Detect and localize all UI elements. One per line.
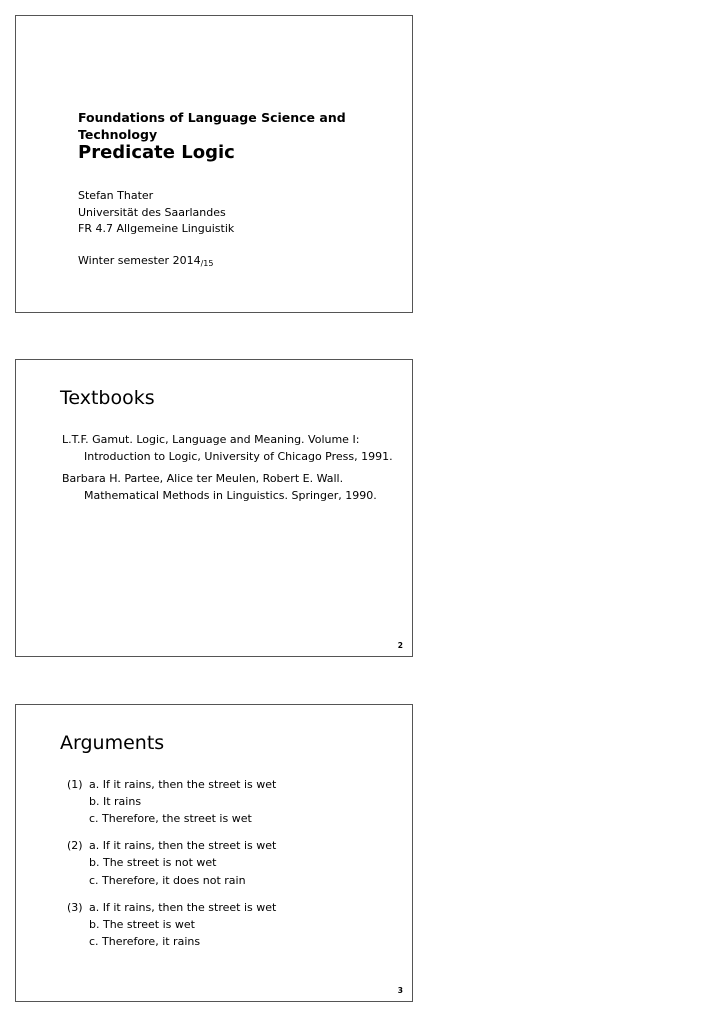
example-line: a. If it rains, then the street is wet bbox=[89, 839, 277, 852]
page-number: 3 bbox=[397, 986, 403, 995]
example-number: (3) bbox=[67, 901, 83, 914]
slide-arguments bbox=[15, 704, 413, 1002]
reference-line: Mathematical Methods in Linguistics. Springer, 1990. bbox=[84, 489, 377, 502]
reference-item bbox=[62, 431, 393, 465]
reference-line: Barbara H. Partee, Alice ter Meulen, Robert E. Wall. bbox=[62, 472, 344, 485]
example-line: c. Therefore, it does not rain bbox=[89, 874, 246, 887]
slide-heading: Arguments bbox=[60, 732, 165, 754]
example-number: (1) bbox=[67, 778, 83, 791]
example-line: c. Therefore, it rains bbox=[89, 935, 201, 948]
reference-line: Introduction to Logic, University of Chicago Press, 1991. bbox=[84, 450, 393, 463]
page-number: 2 bbox=[397, 641, 403, 650]
example-line: b. The street is wet bbox=[89, 918, 195, 931]
university: Universität des Saarlandes bbox=[78, 206, 226, 219]
slide-title bbox=[15, 15, 413, 313]
slide-textbooks bbox=[15, 359, 413, 657]
course-title: Foundations of Language Science and Technology bbox=[78, 110, 346, 142]
author: Stefan Thater bbox=[78, 189, 154, 202]
example-line: c. Therefore, the street is wet bbox=[89, 812, 252, 825]
slide-heading: Textbooks bbox=[60, 387, 155, 409]
example-number: (2) bbox=[67, 839, 83, 852]
reference-line: L.T.F. Gamut. Logic, Language and Meaning. Volume I: bbox=[62, 433, 360, 446]
example-line: b. It rains bbox=[89, 795, 142, 808]
example-line: a. If it rains, then the street is wet bbox=[89, 901, 277, 914]
department: FR 4.7 Allgemeine Linguistik bbox=[78, 222, 235, 235]
slide-subtitle: Predicate Logic bbox=[78, 142, 235, 163]
example-line: a. If it rains, then the street is wet bbox=[89, 778, 277, 791]
semester bbox=[78, 254, 213, 268]
reference-item bbox=[62, 470, 377, 504]
semester-text: Winter semester 2014 bbox=[78, 254, 201, 267]
example-line: b. The street is not wet bbox=[89, 856, 217, 869]
semester-suffix: /15 bbox=[200, 259, 214, 268]
